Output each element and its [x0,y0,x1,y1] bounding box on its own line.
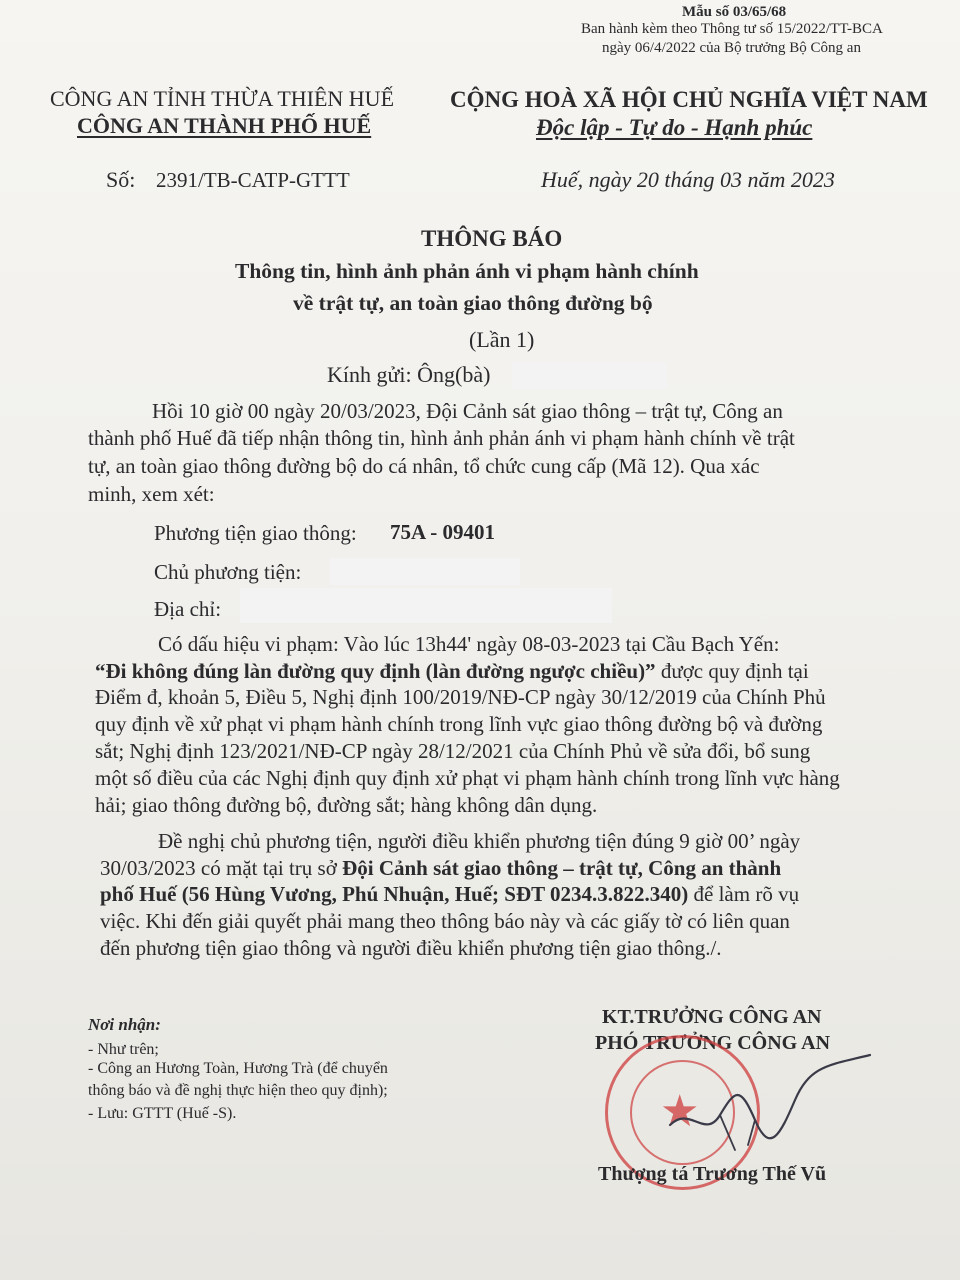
office-address: phố Huế (56 Hùng Vương, Phú Nhuận, Huế; SĐT 0234.3.822.340) [100,882,689,906]
signer-name: Thượng tá Trương Thế Vũ [598,1163,827,1185]
intro-line-2: thành phố Huế đã tiếp nhận thông tin, hình ảnh phản ánh vi phạm hành chính về trật [88,426,795,450]
seal-star-icon: ★ [660,1087,700,1136]
recipient-line: Kính gửi: Ông(bà) [327,362,491,387]
request-line-3 [100,882,799,907]
license-plate: 75A - 09401 [390,520,495,544]
redacted-address [240,588,612,623]
document-subtitle-1: Thông tin, hình ảnh phản ánh vi phạm hành chính [235,259,699,283]
recipients-heading: Nơi nhận: [88,1015,161,1034]
violation-line-5: sắt; Nghị định 123/2021/NĐ-CP ngày 28/12/2021 của Chính Phủ về sửa đổi, bổ sung [95,739,811,763]
violation-line-4: quy định về xử phạt vi phạm hành chính trong lĩnh vực giao thông đường bộ và đường [95,712,823,736]
intro-line-4: minh, xem xét: [88,482,215,506]
form-issued-date: ngày 06/4/2022 của Bộ trưởng Bộ Công an [602,40,861,56]
owner-label: Chủ phương tiện: [154,560,302,584]
handwritten-signature [660,1045,880,1155]
redacted-owner-name [330,558,520,585]
recipient-item-1: - Như trên; [88,1041,159,1058]
request-line-4: việc. Khi đến giải quyết phải mang theo thông báo này và các giấy tờ có liên quan [100,909,790,933]
redacted-recipient-name [512,362,667,389]
signer-title-1: KT.TRƯỞNG CÔNG AN [602,1006,822,1028]
violation-line-2 [95,659,809,684]
vehicle-label: Phương tiện giao thông: [154,521,357,545]
recipient-item-2: - Công an Hương Toàn, Hương Trà (để chuyển [88,1060,388,1077]
reference-label: Số: [106,167,136,192]
national-title: CỘNG HOÀ XÃ HỘI CHỦ NGHĨA VIỆT NAM [450,87,928,112]
signer-title-2: PHÓ TRƯỞNG CÔNG AN [595,1032,831,1054]
form-issued-with: Ban hành kèm theo Thông tư số 15/2022/TT-BCA [581,21,883,37]
violation-line-1: Có dấu hiệu vi phạm: Vào lúc 13h44' ngày 08-03-2023 tại Cầu Bạch Yến: [158,632,780,656]
request-line-3-rest: để làm rõ vụ [693,882,800,906]
request-line-1: Đề nghị chủ phương tiện, người điều khiển phương tiện đúng 9 giờ 00’ ngày [158,829,801,853]
request-date: 30/03/2023 có mặt tại trụ sở [100,856,337,880]
violation-line-6: một số điều của các Nghị định quy định xử phạt vi phạm hành chính trong lĩnh vực hàng [95,766,840,790]
national-motto: Độc lập - Tự do - Hạnh phúc [536,115,813,140]
request-line-2 [100,856,781,881]
agency-city: CÔNG AN THÀNH PHỐ HUẾ [77,113,372,138]
document-round: (Lần 1) [469,327,535,352]
recipient-item-4: - Lưu: GTTT (Huế -S). [88,1105,237,1122]
violation-description: “Đi không đúng làn đường quy định (làn đường ngược chiều)” [95,659,656,683]
request-line-5: đến phương tiện giao thông và người điều khiển phương tiện giao thông./. [100,936,722,960]
violation-line-3: Điểm đ, khoản 5, Điều 5, Nghị định 100/2019/NĐ-CP ngày 30/12/2019 của Chính Phủ [95,685,826,709]
intro-line-3: tự, an toàn giao thông đường bộ do cá nhân, tổ chức cung cấp (Mã 12). Qua xác [88,454,760,478]
recipient-item-3: thông báo và đề nghị thực hiện theo quy định); [88,1082,388,1099]
request-office: Đội Cảnh sát giao thông – trật tự, Công an thành [342,856,782,880]
document-title: THÔNG BÁO [421,226,563,251]
address-label: Địa chỉ: [154,597,222,621]
issue-date: Huế, ngày 20 tháng 03 năm 2023 [541,167,835,192]
form-number: Mẫu số 03/65/68 [682,4,787,20]
violation-line-7: hải; giao thông đường bộ, đường sắt; hàng không dân dụng. [95,793,598,817]
violation-line-2-rest: được quy định tại [660,659,809,683]
reference-number: 2391/TB-CATP-GTTT [156,168,350,192]
document-subtitle-2: về trật tự, an toàn giao thông đường bộ [293,291,653,315]
agency-province: CÔNG AN TỈNH THỪA THIÊN HUẾ [50,86,395,111]
intro-line-1: Hồi 10 giờ 00 ngày 20/03/2023, Đội Cảnh sát giao thông – trật tự, Công an [152,399,783,423]
